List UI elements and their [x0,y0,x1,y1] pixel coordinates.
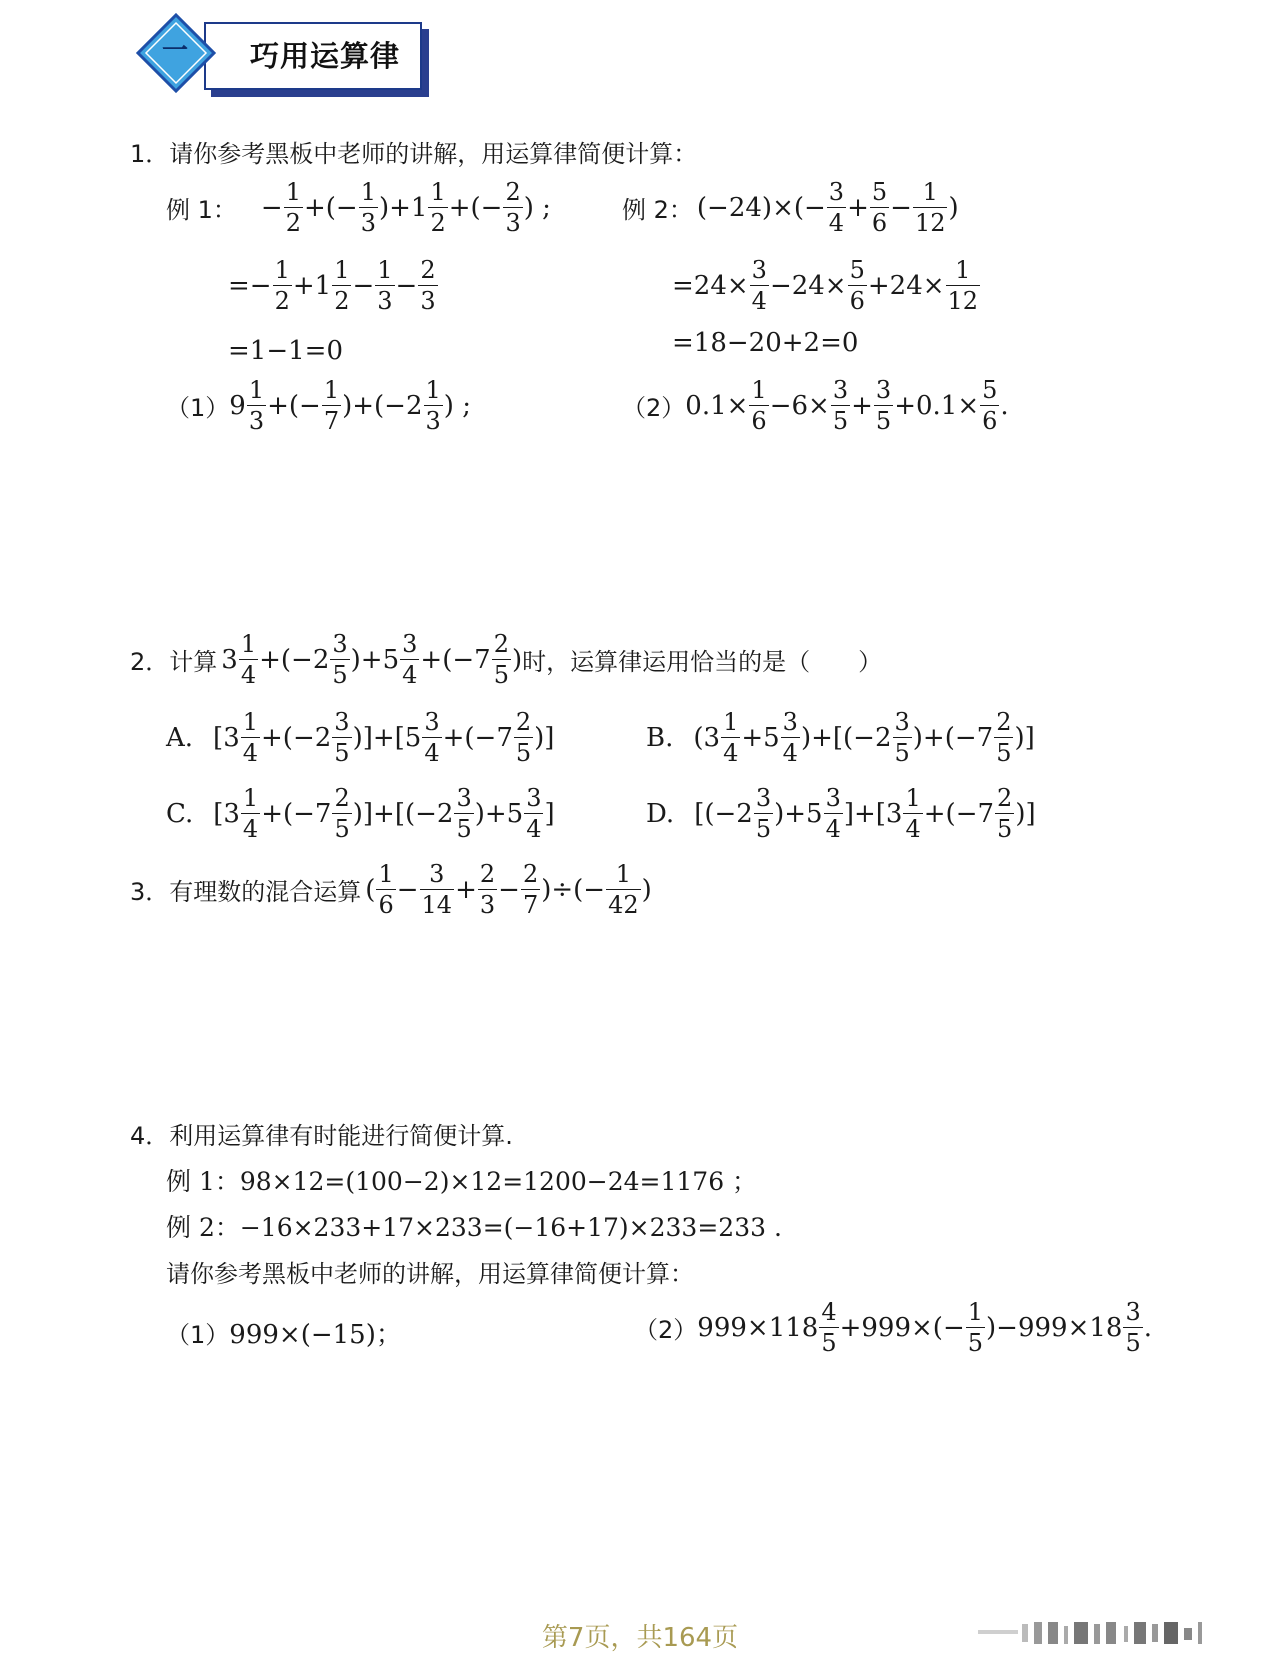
fraction: $\frac{3}{4}$ [402,630,418,689]
q1-example1-line3: =1−1=0 [228,336,343,366]
q4-sub1-label: （1） [166,1321,230,1349]
q2-option-b[interactable]: B. (3 $\frac{1}{4}$ +5 $\frac{3}{4}$ )+[(−2 $\frac{3}{5}$ )+(−7 $\frac{2}{5}$ )] [646,708,1035,767]
q2-option-d[interactable]: D. [(−2 $\frac{3}{5}$ )+5 $\frac{3}{4}$ ]+[3 $\frac{1}{4}$ +(−7 $\frac{2}{5}$ )] [646,784,1036,843]
fraction: $\frac{2}{3}$ [479,860,496,919]
q2-stem-label: 2．计算 [130,648,218,676]
section-number: 一 [161,36,188,66]
fraction: $\frac{1}{3}$ [377,256,393,315]
q1-sub2: （2） 0.1× $\frac{1}{6}$ −6× $\frac{3}{5}$ + $\frac{3}{5}$ +0.1× $\frac{5}{6}$ . [622,376,1009,435]
fraction: $\frac{5}{6}$ [871,178,888,237]
q2-option-c[interactable]: C. [3 $\frac{1}{4}$ +(−7 $\frac{2}{5}$ )]+[(−2 $\frac{3}{5}$ )+5 $\frac{3}{4}$ ] [166,784,555,843]
option-letter: B. [646,722,674,753]
option-letter: D. [646,798,675,829]
fraction: $\frac{2}{5}$ [493,630,509,689]
q1-example1-line1: 例 1： − $\frac{1}{2}$ +(− $\frac{1}{3}$ )+1 $\frac{1}{2}$ +(− $\frac{2}{3}$ ) ; [166,178,551,237]
q4-stem: 4．利用运算律有时能进行简便计算. [130,1122,513,1150]
q1-example2-line1: 例 2： (−24)×(− $\frac{3}{4}$ + $\frac{5}{6}$ − $\frac{1}{12}$ ) [622,178,959,237]
fraction: $\frac{3}{5}$ [894,708,910,767]
fraction: $\frac{1}{4}$ [240,630,257,689]
q1-example1-line2: =− $\frac{1}{2}$ +1 $\frac{1}{2}$ − $\frac{1}{3}$ − $\frac{2}{3}$ [228,256,436,315]
page-indicator: 第7页，共164页 [541,1623,739,1653]
fraction: $\frac{3}{4}$ [825,784,841,843]
fraction: $\frac{1}{6}$ [751,376,767,435]
q1-example2-line2: =24× $\frac{3}{4}$ −24× $\frac{5}{6}$ +24× $\frac{1}{12}$ [672,256,979,315]
fraction: $\frac{5}{6}$ [982,376,998,435]
fraction: $\frac{3}{14}$ [421,860,453,919]
fraction: $\frac{1}{4}$ [242,784,259,843]
q1-example1-label: 例 1： [166,196,237,224]
q3-stem-label: 3．有理数的混合运算 [130,878,362,906]
fraction: $\frac{3}{5}$ [332,630,348,689]
fraction: $\frac{3}{5}$ [875,376,892,435]
q2-stem: 2．计算 3 $\frac{1}{4}$ +(−2 $\frac{3}{5}$ )+5 $\frac{3}{4}$ +(−7 $\frac{2}{5}$ ) 时，运算律运用恰当的是（ ） [130,630,883,689]
q1-sub2-label: （2） [622,394,686,422]
q4-example2: 例 2：−16×233+17×233=(−16+17)×233=233 . [166,1213,782,1242]
watermark-bar-icon [978,1620,1238,1646]
fraction: $\frac{3}{5}$ [1125,1298,1141,1357]
fraction: $\frac{1}{4}$ [242,708,259,767]
fraction: $\frac{1}{7}$ [323,376,340,435]
fraction: $\frac{2}{5}$ [515,708,532,767]
fraction: $\frac{1}{2}$ [334,256,350,315]
fraction: $\frac{1}{42}$ [608,860,639,919]
fraction: $\frac{2}{5}$ [334,784,350,843]
q4-sub1-expr: 999×(−15)； [229,1320,402,1350]
fraction: $\frac{1}{3}$ [248,376,265,435]
q1-stem: 1．请你参考黑板中老师的讲解，用运算律简便计算： [130,140,698,168]
fraction: $\frac{1}{6}$ [378,860,394,919]
fraction: $\frac{1}{4}$ [723,708,739,767]
q4-sub2: （2） 999×118 $\frac{4}{5}$ +999×(− $\frac{1}{5}$ )−999×18 $\frac{3}{5}$ . [634,1298,1152,1357]
q4-example1: 例 1：98×12=(100−2)×12=1200−24=1176 ； [166,1167,758,1196]
fraction: $\frac{3}{5}$ [755,784,772,843]
q4-sub2-label: （2） [634,1316,698,1344]
q1-example2-line3: =18−20+2=0 [672,328,859,358]
fraction: $\frac{3}{4}$ [782,708,798,767]
q4-instruction: 请你参考黑板中老师的讲解，用运算律简便计算： [166,1260,694,1288]
option-letter: A. [166,722,194,753]
fraction: $\frac{5}{6}$ [849,256,865,315]
fraction: $\frac{1}{12}$ [947,256,979,315]
q3-stem: 3．有理数的混合运算 ( $\frac{1}{6}$ − $\frac{3}{14}$ + $\frac{2}{3}$ − $\frac{2}{7}$ )÷(− $\frac{1}{42}$ ) [130,860,652,919]
fraction: $\frac{1}{2}$ [430,178,446,237]
q2-option-a[interactable]: A. [3 $\frac{1}{4}$ +(−2 $\frac{3}{5}$ )]+[5 $\frac{3}{4}$ +(−7 $\frac{2}{5}$ )] [166,708,555,767]
q4-sub1 [166,1314,402,1351]
q2-stem-tail: 时，运算律运用恰当的是（ ） [522,648,883,676]
fraction: $\frac{1}{4}$ [905,784,921,843]
fraction: $\frac{3}{4}$ [828,178,845,237]
fraction: $\frac{3}{4}$ [751,256,767,315]
fraction: $\frac{2}{3}$ [505,178,521,237]
fraction: $\frac{1}{3}$ [360,178,376,237]
fraction: $\frac{2}{7}$ [522,860,539,919]
fraction: $\frac{3}{5}$ [832,376,849,435]
fraction: $\frac{1}{3}$ [425,376,441,435]
fraction: $\frac{1}{5}$ [967,1298,984,1357]
q1-sub1-label: （1） [166,394,230,422]
fraction: $\frac{2}{3}$ [420,256,436,315]
fraction: $\frac{3}{5}$ [334,708,350,767]
fraction: $\frac{3}{4}$ [526,784,542,843]
fraction: $\frac{1}{2}$ [285,178,301,237]
option-letter: C. [166,798,194,829]
q1-example2-label: 例 2： [622,196,693,224]
fraction: $\frac{3}{4}$ [424,708,440,767]
fraction: $\frac{3}{5}$ [456,784,472,843]
fraction: $\frac{1}{12}$ [914,178,946,237]
fraction: $\frac{1}{2}$ [274,256,290,315]
section-title: 巧用运算律 [250,39,401,73]
fraction: $\frac{4}{5}$ [821,1298,837,1357]
fraction: $\frac{2}{5}$ [996,708,1012,767]
fraction: $\frac{2}{5}$ [997,784,1013,843]
q1-sub1: （1） 9 $\frac{1}{3}$ +(− $\frac{1}{7}$ )+(−2 $\frac{1}{3}$ ) ; [166,376,471,435]
